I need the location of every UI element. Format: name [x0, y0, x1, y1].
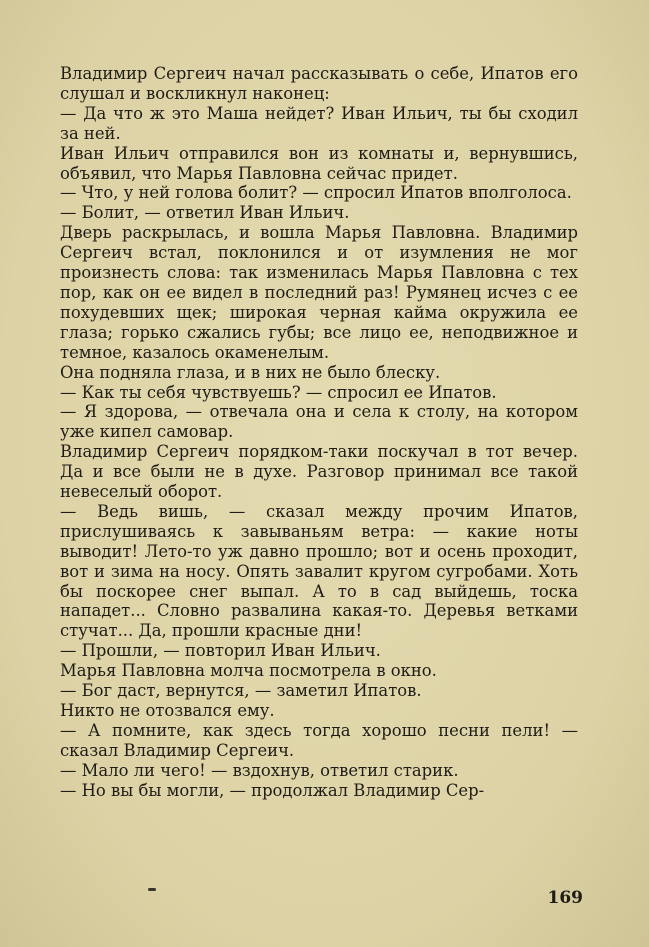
paragraph: — А помните, как здесь тогда хорошо песни пели! — сказал Владимир Сергеич. — [60, 720, 578, 760]
paragraph: — Мало ли чего! — вздохнув, ответил старик. — [60, 760, 459, 780]
paragraph: — Бог даст, вернутся, — заметил Ипатов. — [60, 681, 422, 701]
paragraph: Марья Павловна молча посмотрела в окно. — [60, 661, 437, 681]
paragraph: — Я здорова, — отвечала она и села к столу, на котором уже кипел самовар. — [60, 402, 578, 442]
paragraph: Владимир Сергеич начал рассказывать о себе, Ипатов его слушал и воскликнул наконец: — [60, 64, 578, 103]
paragraph: Дверь раскрылась, и вошла Марья Павловна. Владимир Сергеич встал, поклонился и от изумления не мог произнесть слова: так изменилась Марья Павловна с тех пор, как он ее видел в последний раз! Румянец исчез с ее похудевших щек; широкая черная кайма окружила ее глаза; горько сжались губы; все лицо ее, неподвижное и темное, казалось окаменелым. — [60, 223, 578, 362]
paragraph: — Как ты себя чувствуешь? — спросил ее Ипатов. — [60, 382, 497, 402]
paragraph: Владимир Сергеич порядком-таки поскучал в тот вечер. Да и все были не в духе. Разговор принимал все такой невеселый оборот. — [60, 442, 578, 502]
page-number: 169 — [547, 888, 583, 908]
paragraph: — Прошли, — повторил Иван Ильич. — [60, 641, 381, 661]
ink-spot — [148, 888, 156, 891]
paragraph: — Да что ж это Маша нейдет? Иван Ильич, ты бы сходил за ней. — [60, 103, 578, 143]
paragraph: — Болит, — ответил Иван Ильич. — [60, 203, 350, 223]
paragraph: — Ведь вишь, — сказал между прочим Ипатов, прислушиваясь к завываньям ветра: — какие ноты выводит! Лето-то уж давно прошло; вот и осень проходит, вот и зима на носу. Опять завалит кругом сугробами. Хоть бы поскорее снег выпал. А то в сад выйдешь, тоска нападет... Словно развалина какая-то. Деревья ветками стучат... Да, прошли красные дни! — [60, 501, 578, 641]
paragraph: — Но вы бы могли, — продолжал Владимир Сер- — [60, 780, 485, 800]
paragraph: — Что, у ней голова болит? — спросил Ипатов вполголоса. — [60, 183, 572, 203]
paragraph: Никто не отозвался ему. — [60, 701, 275, 720]
paragraph: Она подняла глаза, и в них не было блеску. — [60, 362, 441, 382]
paragraph: Иван Ильич отправился вон из комнаты и, вернувшись, объявил, что Марья Павловна сейчас придет. — [60, 143, 578, 183]
page-text — [60, 64, 578, 801]
